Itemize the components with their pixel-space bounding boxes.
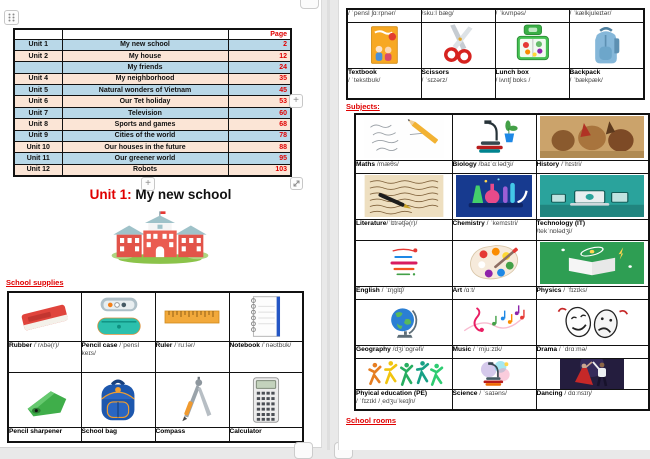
supplies-label-row: Pencil sharpener School bag Compass Calculator — [8, 427, 303, 442]
school-bag-image — [89, 375, 147, 425]
ruler-image — [162, 300, 222, 334]
document-page-right — [338, 0, 650, 450]
page-gap — [327, 0, 330, 450]
unit-title — [0, 187, 321, 202]
toc-row: My friends 24 — [14, 62, 291, 73]
subjects-label-row: Maths /mæθs/ Biology /baɪˈɑːlədʒi/ History /ˈhɪstri/ — [355, 160, 649, 173]
subjects-label-row: Phyical education (PE) / ˈfɪzɪkl /ˌedʒuˈkeɪʃn/ Science / ˈsaɪəns/ Dancing / dɑːnsɪŋ/ — [355, 389, 649, 410]
english-image — [374, 242, 434, 284]
subjects-image-row — [355, 173, 649, 219]
physics-image — [540, 242, 644, 284]
pencil-sharpener-image — [16, 378, 74, 422]
literature-image — [360, 175, 448, 217]
unit-title-text: My new school — [131, 187, 232, 202]
art-image — [456, 242, 532, 284]
supplies-image-row — [8, 292, 303, 341]
scissors-image — [432, 23, 484, 67]
school-rooms-heading: School rooms — [346, 416, 397, 425]
document-page-left — [0, 0, 322, 448]
calculator-image — [237, 375, 295, 425]
supplies-continued-table — [346, 8, 645, 100]
subjects-label-row: Literature/ˈlɪtrətʃə(r)/ Chemistry / ˈkemɪstri/ Technology (IT) /tekˈnɒlədʒi/ — [355, 219, 649, 240]
subjects-image-row — [355, 240, 649, 286]
toc-row: Unit 2 My house 12 — [14, 50, 291, 61]
drag-dots-icon — [7, 13, 16, 22]
toc-page-header: Page — [228, 29, 291, 39]
table-move-handle[interactable] — [4, 10, 19, 25]
school-building-image — [110, 207, 210, 269]
physical-education-image — [359, 359, 449, 389]
toc-row: Unit 10 Our houses in the future 88 — [14, 142, 291, 153]
page-corner-stub — [294, 442, 313, 459]
backpack-image — [581, 23, 631, 67]
pencil-case-image — [89, 294, 147, 340]
dancing-image — [560, 359, 624, 389]
toc-row: Unit 5 Natural wonders of Vietnam 45 — [14, 85, 291, 96]
supplies-label-row: Rubber /ˈrʌbə(r)/ Pencil case /ˈpensl keɪs/ Ruler /ˈruːlər/ Notebook /ˈnəʊtbʊk/ — [8, 341, 303, 372]
subjects-label-row: English / ˈɪŋglɪʃ/ Art /ɑːt/ Physics / ˈfɪzɪks/ — [355, 286, 649, 299]
school-supplies-heading: School supplies — [6, 278, 64, 287]
geography-image — [374, 301, 434, 343]
science-image — [456, 359, 532, 389]
notebook-image — [237, 294, 295, 340]
subjects-image-row — [355, 358, 649, 389]
toc-row: Unit 12 Robots 103 — [14, 164, 291, 175]
insert-column-button[interactable]: + — [289, 94, 303, 108]
biology-image — [456, 116, 532, 158]
toc-row: Unit 4 My neighborhood 35 — [14, 73, 291, 84]
subjects-label-row: Geography /dʒiˈɒgrəfi/ Music / ˈmjuːzɪk/ Drama / ˈdrɑːmə/ — [355, 345, 649, 358]
phonetics-row: / ˈpensl ʃɑːrpnər/ /skuːl bæg/ / ˈkʌmpəs/ / ˈkælkjuleɪtər/ — [347, 9, 644, 22]
supplies-image-row — [347, 22, 644, 68]
toc-row: Unit 6 Our Tet holiday 53 — [14, 96, 291, 107]
subjects-table — [354, 113, 650, 411]
supplies-label-row: Textbook / ˈtekstbʊk/ Scissors / ˈsɪzərz/ Lunch box / lʌntʃ bɒks / Backpack / ˈbækpæk/ — [347, 68, 644, 99]
maths-image — [360, 116, 448, 158]
technology-image — [540, 175, 644, 217]
contents-table — [13, 28, 292, 177]
lunch-box-image — [506, 23, 558, 67]
subjects-image-row — [355, 299, 649, 345]
unit-title-number: Unit 1: — [89, 187, 132, 202]
rubber-image — [16, 297, 74, 337]
toc-row: Unit 1 My new school 2 — [14, 39, 291, 50]
supplies-image-row — [8, 372, 303, 427]
history-image — [540, 116, 644, 158]
toc-row: Unit 11 Our greener world 95 — [14, 153, 291, 164]
toc-row: Unit 7 Television 60 — [14, 107, 291, 118]
drama-image — [549, 301, 635, 343]
insert-row-button[interactable]: + — [141, 177, 155, 191]
textbook-image — [359, 23, 409, 67]
music-image — [456, 301, 532, 343]
toc-header-row — [14, 29, 291, 39]
compass-image — [163, 375, 221, 425]
school-supplies-table — [7, 291, 304, 443]
toc-row: Unit 9 Cities of the world 78 — [14, 130, 291, 141]
chemistry-image — [456, 175, 532, 217]
subjects-image-row — [355, 114, 649, 160]
page-corner-stub — [300, 0, 319, 9]
subjects-heading: Subjects: — [346, 102, 380, 111]
toc-row: Unit 8 Sports and games 68 — [14, 119, 291, 130]
